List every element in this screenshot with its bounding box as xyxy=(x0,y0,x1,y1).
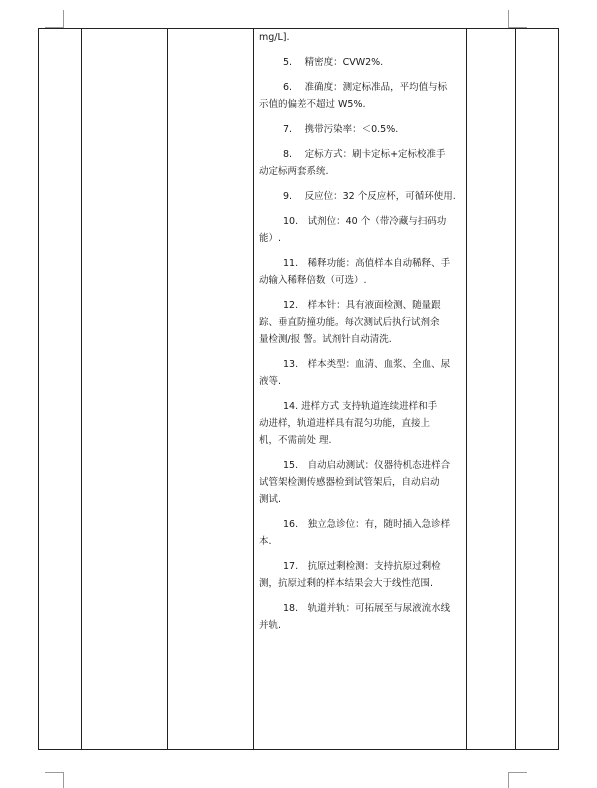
crop-mark-bottom-right-h xyxy=(509,772,527,773)
crop-mark-bottom-left-v xyxy=(63,772,64,788)
spacer xyxy=(259,390,467,398)
crop-mark-top-right-v xyxy=(508,10,509,28)
spacer xyxy=(259,289,467,297)
spec-line: mg/L]. xyxy=(259,32,290,43)
spacer xyxy=(259,449,467,457)
column-divider xyxy=(515,29,516,749)
crop-mark-bottom-left-h xyxy=(45,772,63,773)
spec-line: 6. 准确度：测定标准品，平均值与标 xyxy=(283,82,448,93)
spec-cell xyxy=(259,29,467,634)
column-divider xyxy=(81,29,82,749)
spec-line: 并轨. xyxy=(259,620,282,631)
spec-item xyxy=(259,121,467,138)
spec-line: 测试. xyxy=(259,494,282,505)
spacer xyxy=(259,348,467,356)
spec-line: 机，不需前处 理. xyxy=(259,435,332,446)
spec-line: 17. 抗原过剩检测：支持抗原过剩检 xyxy=(283,561,441,572)
column-divider xyxy=(167,29,168,749)
spec-line: 本. xyxy=(259,536,272,547)
spec-item xyxy=(259,255,467,289)
spec-line: 14. 进样方式 支持轨道连续进样和手 xyxy=(283,401,438,412)
spec-item xyxy=(259,188,467,205)
spec-line: 13. 样本类型：血清、血浆、全血、尿 xyxy=(283,359,451,370)
spacer xyxy=(259,46,467,54)
spec-item xyxy=(259,213,467,247)
spacer xyxy=(259,592,467,600)
spec-line: 9. 反应位：32 个反应杯，可循环使用. xyxy=(283,191,456,202)
spec-line: 动进样，轨道进样具有混匀功能，直接上 xyxy=(259,418,431,429)
spec-line: 踪、垂直防撞功能。每次测试后执行试剂余 xyxy=(259,317,440,328)
spec-line: 10. 试剂位：40 个（带冷藏与扫码功 xyxy=(283,216,447,227)
spec-item xyxy=(259,600,467,634)
spec-line: 量检测/报 警。试剂针自动清洗. xyxy=(259,334,392,345)
spec-line: 测，抗原过剩的样本结果会大于线性范围. xyxy=(259,578,434,589)
spec-item xyxy=(259,297,467,348)
spacer xyxy=(259,138,467,146)
spec-item xyxy=(259,146,467,180)
spec-line: 5. 精密度：CVW2%. xyxy=(283,57,384,68)
spacer xyxy=(259,180,467,188)
spec-item xyxy=(259,29,467,46)
spec-item xyxy=(259,516,467,550)
spec-line: 8. 定标方式：刷卡定标+定标校准手 xyxy=(283,149,446,160)
spec-line: 液等. xyxy=(259,376,282,387)
spacer xyxy=(259,247,467,255)
spec-item xyxy=(259,54,467,71)
spec-line: 11. 稀释功能：高值样本自动稀释、手 xyxy=(283,258,451,269)
spec-line: 12. 样本针：具有液面检测、随量跟 xyxy=(283,300,441,311)
spacer xyxy=(259,205,467,213)
spec-line: 18. 轨道并轨：可拓展至与尿液流水线 xyxy=(283,603,451,614)
spec-line: 示值的偏差不超过 W5%. xyxy=(259,99,366,110)
spacer xyxy=(259,508,467,516)
spec-item xyxy=(259,457,467,508)
spec-item xyxy=(259,356,467,390)
spec-line: 7. 携带污染率：＜0.5%. xyxy=(283,124,399,135)
spec-item xyxy=(259,558,467,592)
spec-line: 试管架检测传感器检到试管架后，自动启动 xyxy=(259,477,440,488)
spec-item xyxy=(259,79,467,113)
spacer xyxy=(259,550,467,558)
spacer xyxy=(259,113,467,121)
column-divider xyxy=(253,29,254,749)
spec-line: 15. 自动启动测试：仪器待机态进样合 xyxy=(283,460,451,471)
spec-line: 16. 独立急诊位：有，随时插入急诊样 xyxy=(283,519,451,530)
spec-line: 能）. xyxy=(259,233,282,244)
spec-table xyxy=(38,28,559,750)
crop-mark-top-left-v xyxy=(63,10,64,28)
crop-mark-bottom-right-v xyxy=(508,772,509,788)
spec-line: 动输入稀释倍数（可选）. xyxy=(259,275,367,286)
spacer xyxy=(259,71,467,79)
spec-line: 动定标两套系统. xyxy=(259,166,329,177)
spec-item xyxy=(259,398,467,449)
